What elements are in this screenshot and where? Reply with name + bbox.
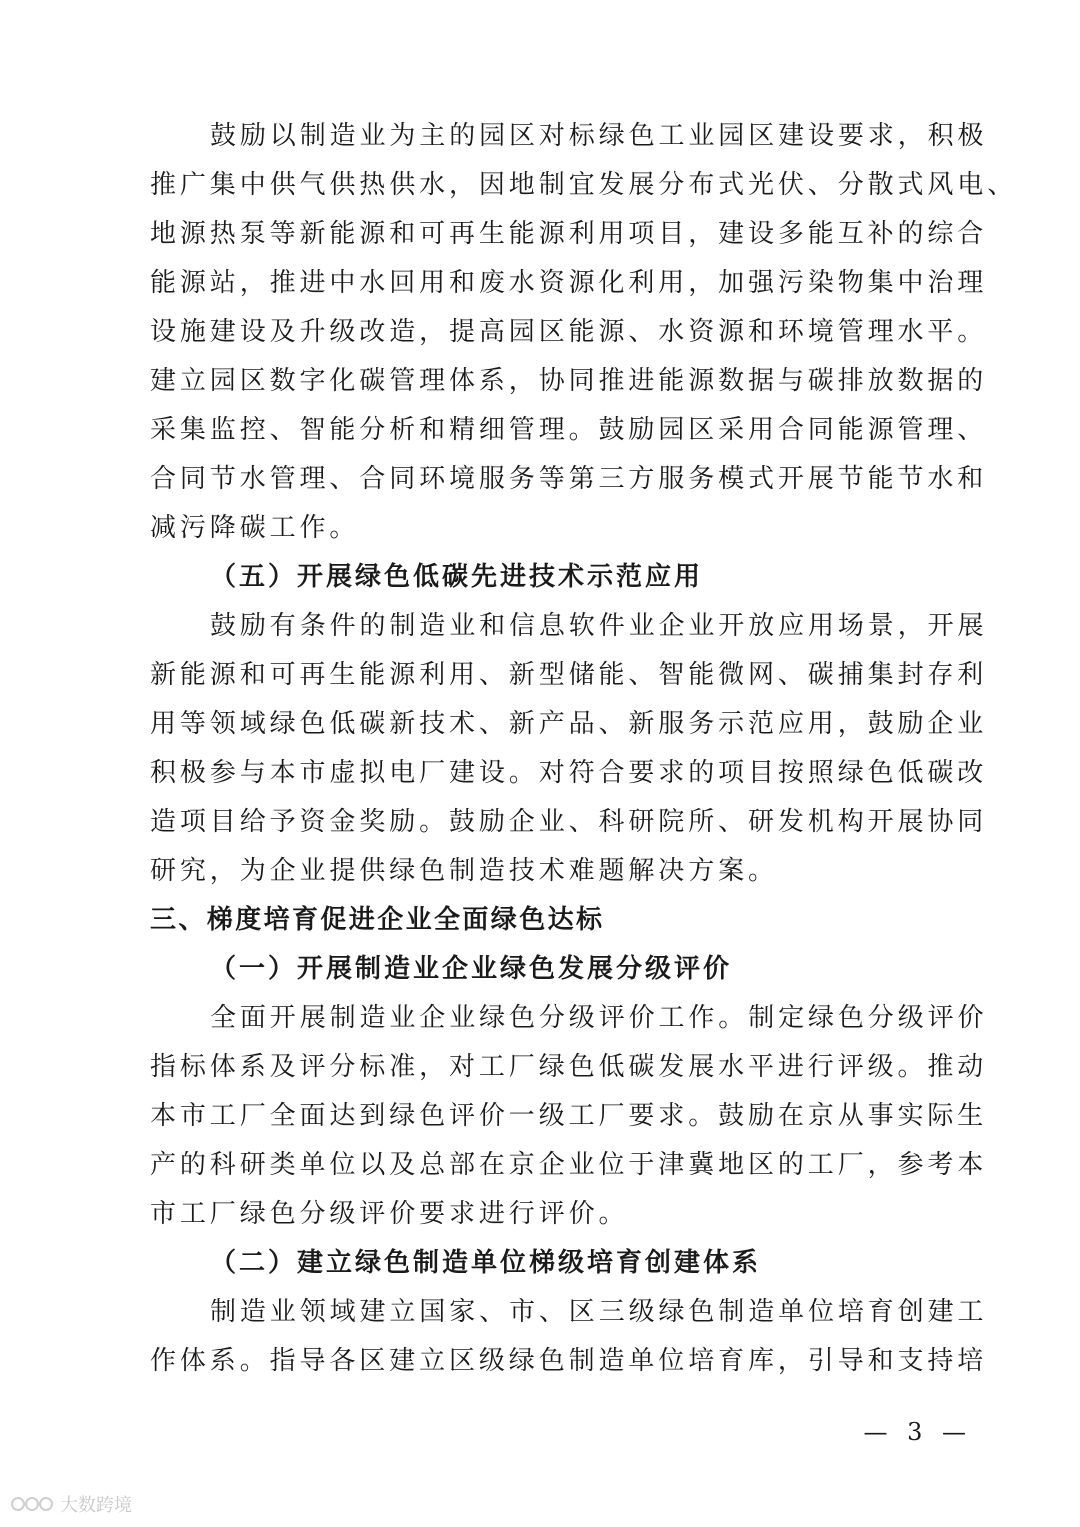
text-line: 设施建设及升级改造，提高园区能源、水资源和环境管理水平。 <box>150 317 988 347</box>
text-line: 减污降碳工作。 <box>150 513 360 543</box>
text-line: 建立园区数字化碳管理体系，协同推进能源数据与碳排放数据的 <box>150 366 988 396</box>
text-line: 市工厂绿色分级评价要求进行评价。 <box>150 1199 629 1229</box>
subsection-heading: （五）开展绿色低碳先进技术示范应用 <box>210 562 704 592</box>
text-line: 采集监控、智能分析和精细管理。鼓励园区采用合同能源管理、 <box>150 415 988 445</box>
text-line: 合同节水管理、合同环境服务等第三方服务模式开展节能节水和 <box>150 464 988 494</box>
text-line: 新能源和可再生能源利用、新型储能、智能微网、碳捕集封存利 <box>150 660 988 690</box>
page-number: — 3 — <box>863 1418 972 1446</box>
watermark-text: 大数跨境 <box>60 1495 132 1516</box>
document-body <box>150 112 1018 1386</box>
text-line: 指标体系及评分标准，对工厂绿色低碳发展水平进行评级。推动 <box>150 1052 988 1082</box>
text-line: 能源站，推进中水回用和废水资源化利用，加强污染物集中治理 <box>150 268 988 298</box>
text-line: 制造业领域建立国家、市、区三级绿色制造单位培育创建工 <box>210 1297 988 1327</box>
brand-logo-icon <box>10 1493 54 1515</box>
text-line: 鼓励有条件的制造业和信息软件业企业开放应用场景，开展 <box>210 611 988 641</box>
text-line: 产的科研类单位以及总部在京企业位于津冀地区的工厂，参考本 <box>150 1150 988 1180</box>
text-line: 全面开展制造业企业绿色分级评价工作。制定绿色分级评价 <box>210 1003 988 1033</box>
text-line: 地源热泵等新能源和可再生能源利用项目，建设多能互补的综合 <box>150 219 988 249</box>
text-line: 研究，为企业提供绿色制造技术难题解决方案。 <box>150 856 778 886</box>
text-line: 作体系。指导各区建立区级绿色制造单位培育库，引导和支持培 <box>150 1346 988 1376</box>
text-line: 积极参与本市虚拟电厂建设。对符合要求的项目按照绿色低碳改 <box>150 758 988 788</box>
text-line: 造项目给予资金奖励。鼓励企业、科研院所、研发机构开展协同 <box>150 807 988 837</box>
text-line: 推广集中供气供热供水，因地制宜发展分布式光伏、分散式风电、 <box>150 170 1018 200</box>
text-line: 用等领域绿色低碳新技术、新产品、新服务示范应用，鼓励企业 <box>150 709 988 739</box>
subsection-heading: （二）建立绿色制造单位梯级培育创建体系 <box>210 1248 762 1278</box>
subsection-heading: （一）开展制造业企业绿色发展分级评价 <box>210 954 733 984</box>
text-line: 鼓励以制造业为主的园区对标绿色工业园区建设要求，积极 <box>210 121 988 151</box>
text-line: 本市工厂全面达到绿色评价一级工厂要求。鼓励在京从事实际生 <box>150 1101 988 1131</box>
section-heading: 三、梯度培育促进企业全面绿色达标 <box>150 905 605 935</box>
watermark <box>10 1490 132 1518</box>
